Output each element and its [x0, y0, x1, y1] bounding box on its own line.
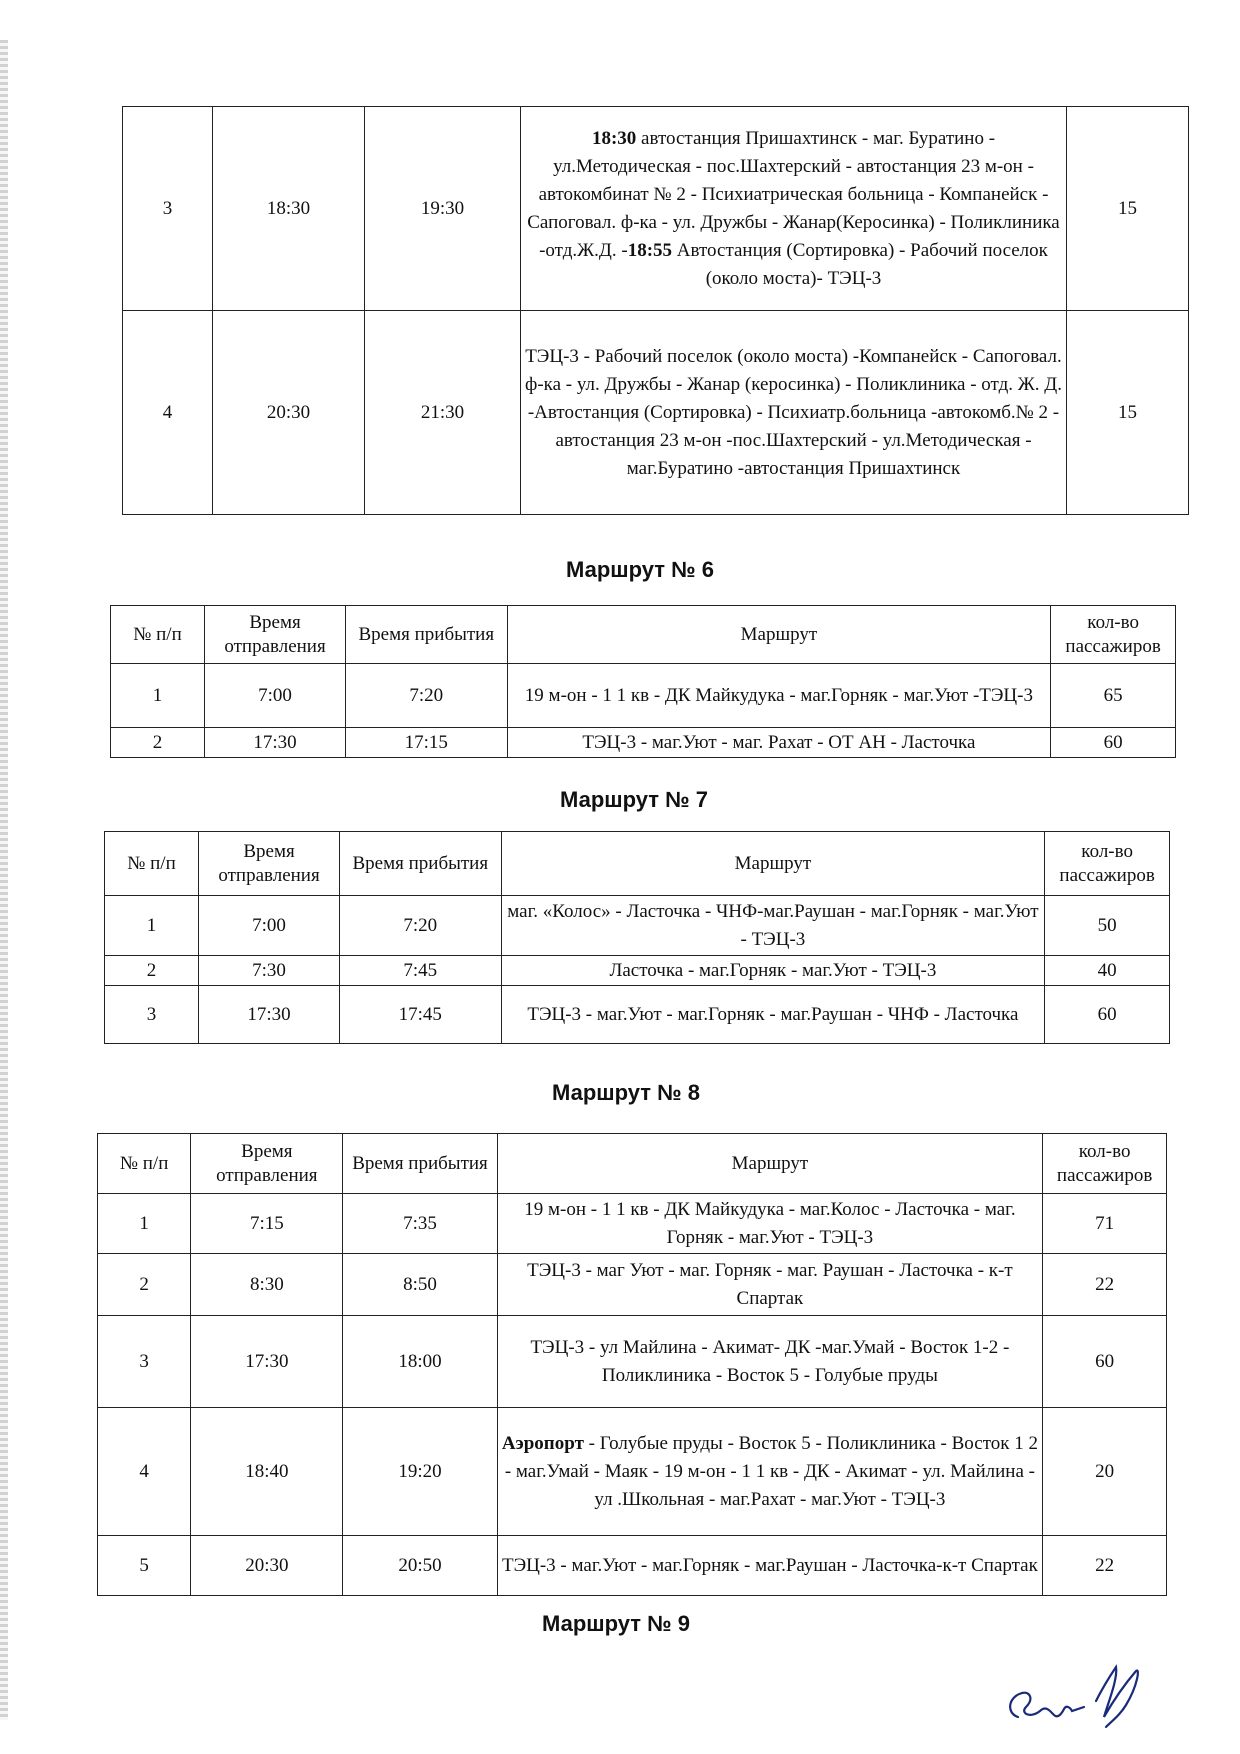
arrival-time: 17:45: [340, 986, 501, 1044]
schedule-table-continued: [122, 106, 1189, 515]
departure-time: 7:00: [205, 664, 346, 728]
departure-time: 17:30: [205, 728, 346, 758]
header-route: Маршрут: [497, 1134, 1043, 1194]
table-header-row: [105, 832, 1170, 896]
route-mid-time: 18:55: [627, 239, 673, 261]
arrival-time: 7:20: [340, 896, 501, 956]
table-header-row: [98, 1134, 1167, 1194]
arrival-time: 18:00: [343, 1316, 497, 1408]
table-row: [123, 311, 1189, 515]
departure-time: 18:40: [191, 1408, 343, 1536]
table-row: [105, 986, 1170, 1044]
passenger-count: 60: [1051, 728, 1176, 758]
table-row: [98, 1536, 1167, 1596]
arrival-time: 7:35: [343, 1194, 497, 1254]
table-row: [123, 107, 1189, 311]
header-departure: Время отправления: [205, 606, 346, 664]
route-6-title: Маршрут № 6: [566, 557, 715, 582]
row-number: 1: [105, 896, 199, 956]
header-num: № п/п: [105, 832, 199, 896]
table-row: [105, 896, 1170, 956]
route-9-title: Маршрут № 9: [542, 1611, 691, 1636]
header-arrival: Время прибытия: [340, 832, 501, 896]
route-7-title: Маршрут № 7: [560, 787, 709, 812]
departure-time: 7:00: [199, 896, 340, 956]
header-num: № п/п: [111, 606, 205, 664]
departure-time: 8:30: [191, 1254, 343, 1316]
departure-time: 17:30: [199, 986, 340, 1044]
header-passengers: кол-во пассажиров: [1051, 606, 1176, 664]
row-number: 1: [111, 664, 205, 728]
header-route: Маршрут: [507, 606, 1051, 664]
row-number: 3: [123, 107, 213, 311]
passenger-count: 15: [1067, 311, 1189, 515]
arrival-time: 21:30: [365, 311, 521, 515]
table-row: [98, 1194, 1167, 1254]
route-description: ТЭЦ-3 - маг Уют - маг. Горняк - маг. Раушан - Ласточка - к-т Спартак: [497, 1254, 1043, 1316]
route-description: ТЭЦ-3 - маг.Уют - маг.Горняк - маг.Раушан - Ласточка-к-т Спартак: [497, 1536, 1043, 1596]
passenger-count: 22: [1043, 1254, 1167, 1316]
passenger-count: 40: [1045, 956, 1170, 986]
route-description: Ласточка - маг.Горняк - маг.Уют - ТЭЦ-3: [501, 956, 1045, 986]
route-description: ТЭЦ-3 - маг.Уют - маг.Горняк - маг.Раушан - ЧНФ - Ласточка: [501, 986, 1045, 1044]
route-description: [497, 1408, 1043, 1536]
header-arrival: Время прибытия: [346, 606, 507, 664]
departure-time: 17:30: [191, 1316, 343, 1408]
row-number: 2: [111, 728, 205, 758]
passenger-count: 60: [1043, 1316, 1167, 1408]
header-route: Маршрут: [501, 832, 1045, 896]
departure-time: 7:30: [199, 956, 340, 986]
arrival-time: 7:20: [346, 664, 507, 728]
row-number: 3: [105, 986, 199, 1044]
route-text: Автостанция (Сортировка) - Рабочий поселок (около моста)- ТЭЦ-3: [672, 239, 1048, 289]
arrival-time: 7:45: [340, 956, 501, 986]
row-number: 4: [123, 311, 213, 515]
header-departure: Время отправления: [191, 1134, 343, 1194]
route-start-time: 18:30: [591, 127, 637, 149]
signature-icon: [1000, 1655, 1180, 1735]
arrival-time: 8:50: [343, 1254, 497, 1316]
header-passengers: кол-во пассажиров: [1043, 1134, 1167, 1194]
route-8-title: Маршрут № 8: [552, 1080, 701, 1105]
route-description: 19 м-он - 1 1 кв - ДК Майкудука - маг.Горняк - маг.Уют -ТЭЦ-3: [507, 664, 1051, 728]
header-departure: Время отправления: [199, 832, 340, 896]
table-row: [98, 1316, 1167, 1408]
passenger-count: 20: [1043, 1408, 1167, 1536]
header-passengers: кол-во пассажиров: [1045, 832, 1170, 896]
row-number: 2: [105, 956, 199, 986]
route-description: [521, 107, 1067, 311]
arrival-time: 19:20: [343, 1408, 497, 1536]
departure-time: 18:30: [213, 107, 365, 311]
route-description: маг. «Колос» - Ласточка - ЧНФ-маг.Раушан - маг.Горняк - маг.Уют - ТЭЦ-3: [501, 896, 1045, 956]
departure-time: 20:30: [191, 1536, 343, 1596]
table-row: [98, 1408, 1167, 1536]
row-number: 2: [98, 1254, 191, 1316]
passenger-count: 22: [1043, 1536, 1167, 1596]
table-row: [98, 1254, 1167, 1316]
passenger-count: 15: [1067, 107, 1189, 311]
table-row: [111, 664, 1176, 728]
table-row: [111, 728, 1176, 758]
arrival-time: 19:30: [365, 107, 521, 311]
route-text: - Голубые пруды - Восток 5 - Поликлиника - Восток 1 2 - маг.Умай - Маяк - 19 м-он - 1 1 кв - ДК - Акимат - ул. Майлина - ул .Школьная - маг.Рахат - маг.Уют - ТЭЦ-3: [504, 1432, 1038, 1510]
row-number: 3: [98, 1316, 191, 1408]
route-text: автостанция Пришахтинск - маг. Буратино - ул.Методическая - пос.Шахтерский - автостанция 23 м-он - автокомбинат № 2 - Психиатрическая больница - Компанейск - Сапоговал. ф-ка - ул. Дружбы - Жанар(Керосинка) - Поликлиника -отд.Ж.Д. -: [527, 127, 1060, 261]
route-6-table: [110, 605, 1176, 758]
passenger-count: 71: [1043, 1194, 1167, 1254]
arrival-time: 17:15: [346, 728, 507, 758]
route-description: 19 м-он - 1 1 кв - ДК Майкудука - маг.Колос - Ласточка - маг. Горняк - маг.Уют - ТЭЦ-3: [497, 1194, 1043, 1254]
route-7-table: [104, 831, 1170, 1044]
arrival-time: 20:50: [343, 1536, 497, 1596]
scan-edge-artifact: [0, 40, 8, 1720]
departure-time: 7:15: [191, 1194, 343, 1254]
departure-time: 20:30: [213, 311, 365, 515]
passenger-count: 65: [1051, 664, 1176, 728]
passenger-count: 50: [1045, 896, 1170, 956]
route-description: ТЭЦ-3 - Рабочий поселок (около моста) -Компанейск - Сапоговал. ф-ка - ул. Дружбы - Жанар (керосинка) - Поликлиника - отд. Ж. Д. -Автостанция (Сортировка) - Психиатр.больница -автокомб.№ 2 - автостанция 23 м-он -пос.Шахтерский - ул.Методическая - маг.Буратино -автостанция Пришахтинск: [521, 311, 1067, 515]
table-header-row: [111, 606, 1176, 664]
row-number: 5: [98, 1536, 191, 1596]
row-number: 1: [98, 1194, 191, 1254]
header-num: № п/п: [98, 1134, 191, 1194]
route-8-table: [97, 1133, 1167, 1596]
header-arrival: Время прибытия: [343, 1134, 497, 1194]
route-description: ТЭЦ-3 - маг.Уют - маг. Рахат - ОТ АН - Ласточка: [507, 728, 1051, 758]
table-row: [105, 956, 1170, 986]
route-description: ТЭЦ-3 - ул Майлина - Акимат- ДК -маг.Умай - Восток 1-2 - Поликлиника - Восток 5 - Голубые пруды: [497, 1316, 1043, 1408]
row-number: 4: [98, 1408, 191, 1536]
route-start-point: Аэропорт: [501, 1432, 584, 1454]
passenger-count: 60: [1045, 986, 1170, 1044]
